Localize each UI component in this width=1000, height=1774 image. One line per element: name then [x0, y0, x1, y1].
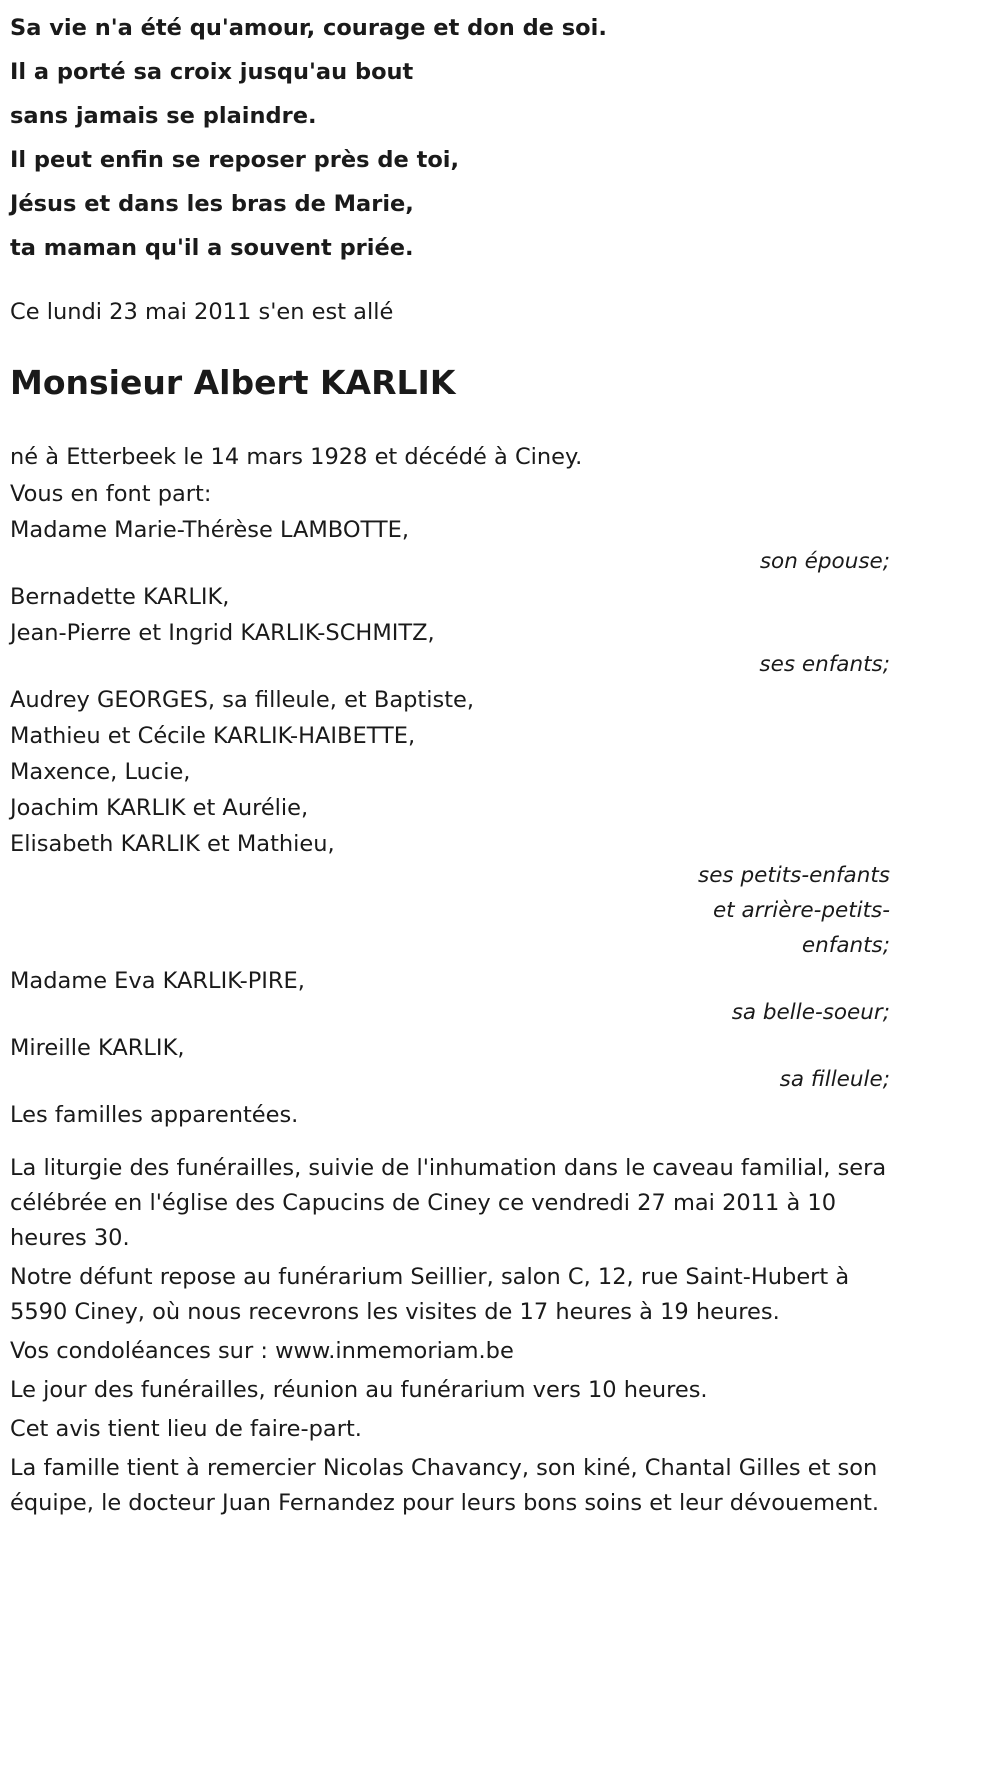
relation-label: sa belle-soeur; [731, 1000, 890, 1025]
poem-line: sans jamais se plaindre. [10, 103, 317, 129]
related-families: Les familles apparentées. [10, 1102, 299, 1128]
liturgy-paragraph: La liturgie des funérailles, suivie de l'inhumation dans le caveau familial, sera célébrée en l'église des Capucins de Ciney ce vendredi 27 mai 2011 à 10 heures 30. [10, 1155, 887, 1251]
poem-line: Sa vie n'a été qu'amour, courage et don de soi. [10, 15, 607, 41]
meeting-paragraph: Le jour des funérailles, réunion au funérarium vers 10 heures. [10, 1377, 708, 1403]
family-children [10, 579, 890, 682]
family-name: Mathieu et Cécile KARLIK-HAIBETTE, [10, 723, 416, 749]
rest-paragraph: Notre défunt repose au funérarium Seillier, salon C, 12, rue Saint-Hubert à 5590 Ciney, où nous recevrons les visites de 17 heures à 19 heures. [10, 1264, 850, 1325]
thanks-paragraph: La famille tient à remercier Nicolas Chavancy, son kiné, Chantal Gilles et son équipe, le docteur Juan Fernandez pour leurs bons soins et leur dévouement. [10, 1455, 880, 1516]
relation-label: ses enfants; [759, 652, 890, 677]
relation-label: ses petits-enfants et arrière-petits-enfants; [698, 863, 890, 958]
poem-line: ta maman qu'il a souvent priée. [10, 235, 414, 261]
relation-label: sa filleule; [779, 1067, 890, 1092]
birth-death-info: né à Etterbeek le 14 mars 1928 et décédé à Ciney. [10, 444, 583, 470]
family-name: Audrey GEORGES, sa filleule, et Baptiste, [10, 687, 475, 713]
family-name: Bernadette KARLIK, [10, 584, 230, 610]
family-grandchildren [10, 682, 890, 963]
family-name: Mireille KARLIK, [10, 1035, 185, 1061]
poem-line: Il peut enfin se reposer près de toi, [10, 147, 460, 173]
announce-text: Vous en font part: [10, 481, 212, 507]
poem-line: Jésus et dans les bras de Marie, [10, 191, 414, 217]
relation-label: son épouse; [759, 549, 890, 574]
family-name: Madame Marie-Thérèse LAMBOTTE, [10, 517, 410, 543]
family-name: Maxence, Lucie, [10, 759, 191, 785]
notice-paragraph: Cet avis tient lieu de faire-part. [10, 1416, 362, 1442]
family-name: Joachim KARLIK et Aurélie, [10, 795, 309, 821]
family-name: Elisabeth KARLIK et Mathieu, [10, 831, 335, 857]
poem-line: Il a porté sa croix jusqu'au bout [10, 59, 414, 85]
deceased-name: Monsieur Albert KARLIK [10, 363, 456, 402]
family-name: Madame Eva KARLIK-PIRE, [10, 968, 305, 994]
intro-text: Ce lundi 23 mai 2011 s'en est allé [10, 299, 394, 325]
family-spouse [10, 512, 890, 579]
family-name: Jean-Pierre et Ingrid KARLIK-SCHMITZ, [10, 620, 435, 646]
condolences-paragraph: Vos condoléances sur : www.inmemoriam.be [10, 1338, 514, 1364]
family-goddaughter [10, 1030, 890, 1097]
family-sister-in-law [10, 963, 890, 1030]
poem [10, 6, 890, 270]
